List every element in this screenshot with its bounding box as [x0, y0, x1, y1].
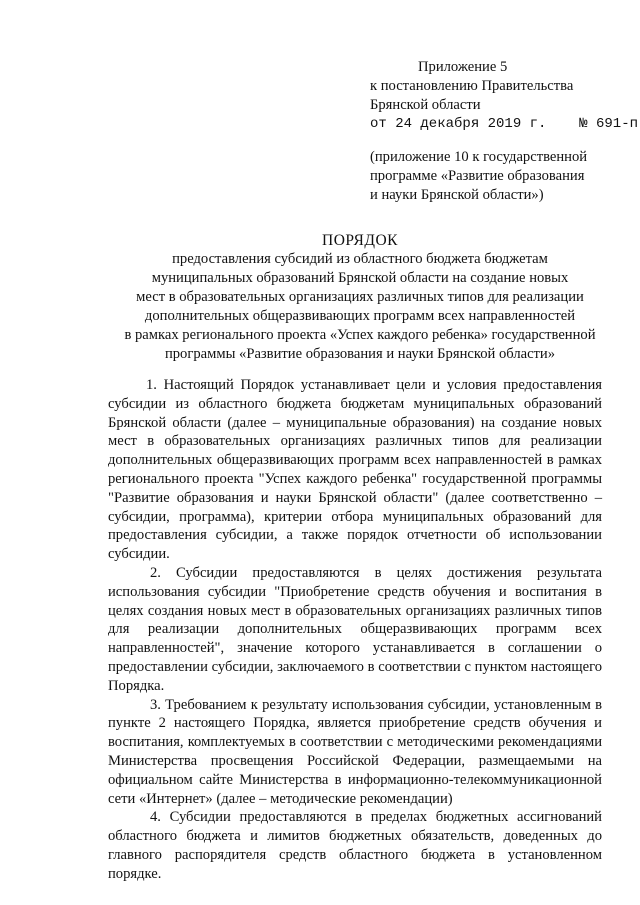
- program-reference: [370, 148, 630, 205]
- resolution-number: № 691-п: [579, 116, 638, 132]
- subtitle-line: муниципальных образований Брянской области на создание новых: [151, 270, 569, 286]
- document-body: [108, 376, 602, 884]
- paragraph-3: 3. Требованием к результату использования субсидии, установленным в пункте 2 настоящего Порядка, является приобретение средств обучения и воспитания, комплектуемых в соответствии с методическими рекомендациями Министерства просвещения Российской Федерации, размещаемыми на официальном сайте Министерства в информационно-телекоммуникационной сети «Интернет» (далее – методические рекомендации): [108, 696, 602, 807]
- subtitle-line: мест в образовательных организациях различных типов для реализации: [136, 289, 584, 305]
- resolution-date: от 24 декабря 2019 г.: [370, 116, 547, 132]
- appendix-header: [370, 58, 638, 134]
- subtitle-line: предоставления субсидий из областного бюджета бюджетам: [172, 251, 548, 267]
- subtitle-line: дополнительных общеразвивающих программ всех направленностей: [144, 308, 576, 324]
- reference-line-3: и науки Брянской области»): [370, 187, 544, 203]
- appendix-number: Приложение 5: [418, 59, 508, 75]
- reference-line-1: (приложение 10 к государственной: [370, 149, 588, 165]
- appendix-date-row: [370, 115, 638, 134]
- paragraph-1: 1. Настоящий Порядок устанавливает цели и условия предоставления субсидии из областного бюджета бюджетам муниципальных образований Брянской области (далее – муниципальные образования) на создание новых мест в образовательных организациях различных типов для реализации дополнительных общеразвивающих программ всех направленностей в рамках регионального проекта "Успех каждого ребенка" государственной программы "Развитие образования и науки Брянской области" (далее соответственно – субсидии, программа), критерии отбора муниципальных образований для предоставления субсидии, а также порядок отчетности об использовании субсидии.: [108, 377, 602, 563]
- subtitle-line: в рамках регионального проекта «Успех каждого ребенка» государственной: [124, 327, 596, 343]
- paragraph-4: 4. Субсидии предоставляются в пределах бюджетных ассигнований областного бюджета и лимитов бюджетных обязательств, доведенных до главного распорядителя средств областного бюджета в установленном порядке.: [108, 809, 602, 882]
- subtitle-line: программы «Развитие образования и науки Брянской области»: [164, 346, 556, 362]
- reference-line-2: программе «Развитие образования: [370, 168, 585, 184]
- appendix-region: Брянской области: [370, 97, 481, 113]
- document-title: ПОРЯДОК: [322, 232, 398, 249]
- paragraph-2: 2. Субсидии предоставляются в целях достижения результата использования субсидии "Приобретение средств обучения и воспитания в целях создания новых мест в образовательных организациях различных типов для реализации дополнительных общеразвивающих программ всех направленностей", значение которого устанавливается в соглашении о предоставлении субсидии, заключаемого в соответствии с пунктом настоящего Порядка.: [108, 564, 602, 694]
- appendix-resolution: к постановлению Правительства: [370, 78, 574, 94]
- document-subtitle: [100, 250, 620, 364]
